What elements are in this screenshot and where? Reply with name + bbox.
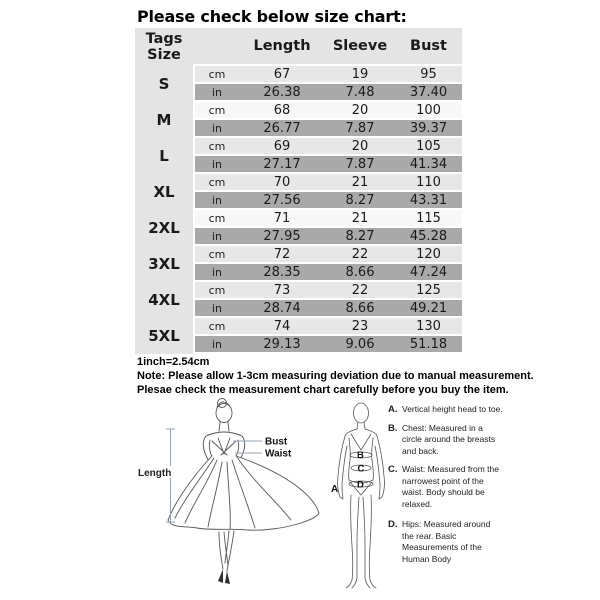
value-cell: 7.48 <box>325 84 395 102</box>
unit-cell: in <box>193 336 239 354</box>
value-cell: 105 <box>395 138 462 156</box>
value-cell: 71 <box>239 210 325 228</box>
size-chart-table <box>135 28 462 354</box>
value-cell: 100 <box>395 102 462 120</box>
legend-letter: A. <box>388 404 398 415</box>
value-cell: 130 <box>395 318 462 336</box>
size-cell: 3XL <box>135 246 193 282</box>
value-cell: 20 <box>325 102 395 120</box>
unit-cell: cm <box>193 174 239 192</box>
value-cell: 74 <box>239 318 325 336</box>
size-cell: 2XL <box>135 210 193 246</box>
value-cell: 8.27 <box>325 228 395 246</box>
waist-label: Waist <box>265 448 292 460</box>
unit-cell: cm <box>193 246 239 264</box>
value-cell: 51.18 <box>395 336 462 354</box>
value-cell: 21 <box>325 210 395 228</box>
value-cell: 68 <box>239 102 325 120</box>
deviation-note: Note: Please allow 1-3cm measuring deviation due to manual measurement. <box>137 370 534 382</box>
bust-label: Bust <box>265 436 288 448</box>
legend-text: Hips: Measured around the rear. Basic Measurements of the Human Body <box>402 519 491 564</box>
value-cell: 69 <box>239 138 325 156</box>
size-cell: 5XL <box>135 318 193 354</box>
unit-cell: in <box>193 84 239 102</box>
value-cell: 67 <box>239 66 325 84</box>
value-cell: 47.24 <box>395 264 462 282</box>
value-cell: 7.87 <box>325 120 395 138</box>
value-cell: 28.74 <box>239 300 325 318</box>
value-cell: 72 <box>239 246 325 264</box>
column-header-length: Length <box>239 28 325 66</box>
unit-cell: in <box>193 156 239 174</box>
value-cell: 110 <box>395 174 462 192</box>
value-cell: 7.87 <box>325 156 395 174</box>
check-note: Plesae check the measurement chart carefully before you buy the item. <box>137 384 509 396</box>
unit-cell: cm <box>193 66 239 84</box>
unit-cell: cm <box>193 102 239 120</box>
value-cell: 43.31 <box>395 192 462 210</box>
value-cell: 95 <box>395 66 462 84</box>
value-cell: 9.06 <box>325 336 395 354</box>
legend-text: Vertical height head to toe. <box>402 404 503 414</box>
legend-letter: B. <box>388 422 398 434</box>
value-cell: 27.95 <box>239 228 325 246</box>
value-cell: 27.56 <box>239 192 325 210</box>
value-cell: 39.37 <box>395 120 462 138</box>
value-cell: 27.17 <box>239 156 325 174</box>
value-cell: 120 <box>395 246 462 264</box>
value-cell: 29.13 <box>239 336 325 354</box>
legend-item-a <box>388 404 504 416</box>
value-cell: 37.40 <box>395 84 462 102</box>
length-label: Length <box>138 468 172 479</box>
dress-measurement-diagram <box>135 396 345 600</box>
value-cell: 45.28 <box>395 228 462 246</box>
unit-cell: in <box>193 120 239 138</box>
unit-cell: cm <box>193 210 239 228</box>
value-cell: 19 <box>325 66 395 84</box>
legend-text: Waist: Measured from the narrowest point of the waist. Body should be relaxed. <box>402 464 499 509</box>
unit-cell: in <box>193 264 239 282</box>
marker-c: C <box>357 463 365 475</box>
value-cell: 73 <box>239 282 325 300</box>
unit-cell: cm <box>193 282 239 300</box>
value-cell: 26.77 <box>239 120 325 138</box>
value-cell: 20 <box>325 138 395 156</box>
legend-item-d <box>388 519 504 565</box>
unit-cell: in <box>193 192 239 210</box>
legend-item-c <box>388 464 504 510</box>
column-header-sleeve: Sleeve <box>325 28 395 66</box>
unit-column-header <box>193 28 239 66</box>
measurement-legend <box>388 404 504 565</box>
notes-block <box>137 355 597 397</box>
page-title: Please check below size chart: <box>137 7 407 26</box>
size-cell: M <box>135 102 193 138</box>
value-cell: 49.21 <box>395 300 462 318</box>
value-cell: 22 <box>325 246 395 264</box>
value-cell: 8.27 <box>325 192 395 210</box>
marker-d: D <box>357 479 364 491</box>
corner-line2: Size <box>147 47 181 63</box>
value-cell: 28.35 <box>239 264 325 282</box>
size-cell: L <box>135 138 193 174</box>
value-cell: 23 <box>325 318 395 336</box>
corner-line1: Tags <box>145 31 183 47</box>
value-cell: 41.34 <box>395 156 462 174</box>
value-cell: 21 <box>325 174 395 192</box>
marker-a: A <box>331 484 339 495</box>
legend-text: Chest: Measured in a circle around the breasts and back. <box>402 422 496 456</box>
unit-cell: cm <box>193 318 239 336</box>
size-cell: 4XL <box>135 282 193 318</box>
unit-cell: in <box>193 228 239 246</box>
value-cell: 8.66 <box>325 300 395 318</box>
legend-letter: D. <box>388 519 398 530</box>
legend-item-b <box>388 423 504 458</box>
value-cell: 125 <box>395 282 462 300</box>
value-cell: 115 <box>395 210 462 228</box>
marker-b: B <box>357 450 364 461</box>
value-cell: 26.38 <box>239 84 325 102</box>
value-cell: 22 <box>325 282 395 300</box>
value-cell: 8.66 <box>325 264 395 282</box>
unit-cell: cm <box>193 138 239 156</box>
column-header-bust: Bust <box>395 28 462 66</box>
size-cell: S <box>135 66 193 102</box>
conversion-note: 1inch=2.54cm <box>137 356 210 368</box>
value-cell: 70 <box>239 174 325 192</box>
unit-cell: in <box>193 300 239 318</box>
corner-header <box>135 28 193 66</box>
legend-letter: C. <box>388 464 398 475</box>
size-cell: XL <box>135 174 193 210</box>
